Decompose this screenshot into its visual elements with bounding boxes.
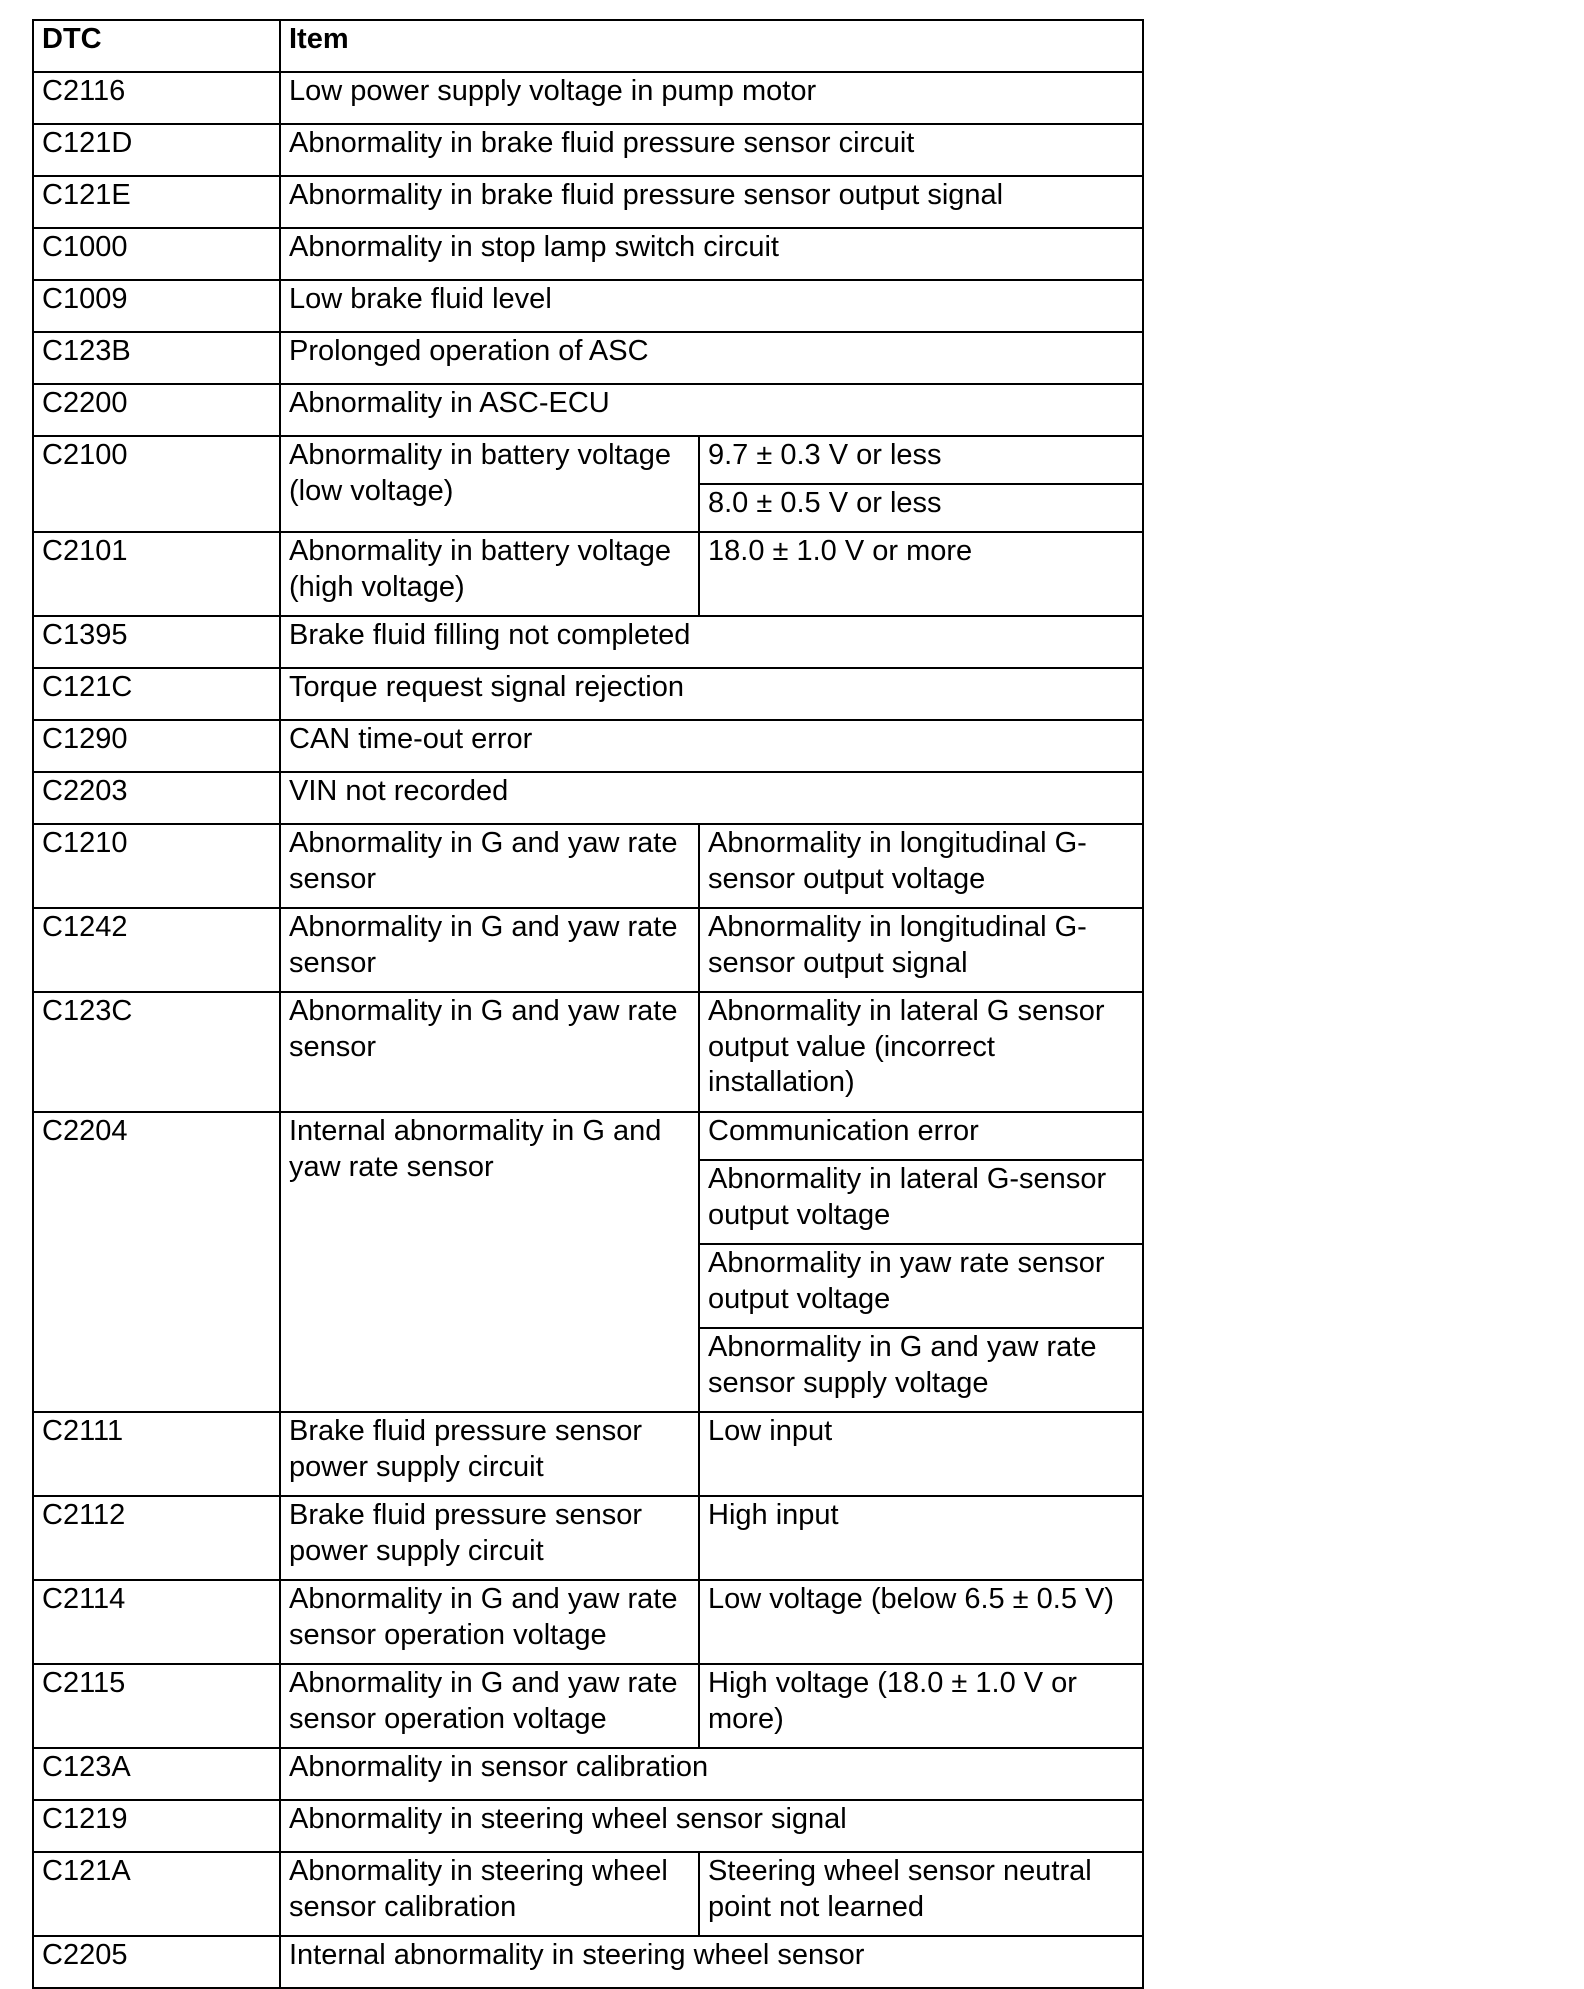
dtc-detail: 18.0 ± 1.0 V or more [699,532,1143,616]
dtc-detail: Communication error [699,1112,1143,1160]
dtc-code: C121C [33,668,280,720]
dtc-code: C2111 [33,1412,280,1496]
table-row [33,772,1143,824]
dtc-detail: Low voltage (below 6.5 ± 0.5 V) [699,1580,1143,1664]
dtc-item: Abnormality in ASC-ECU [280,384,1143,436]
dtc-item: Abnormality in G and yaw rate sensor [280,908,699,992]
dtc-item: Brake fluid pressure sensor power supply circuit [280,1496,699,1580]
table-row [33,908,1143,992]
dtc-code: C1009 [33,280,280,332]
dtc-detail: Low input [699,1412,1143,1496]
table-row [33,1412,1143,1496]
dtc-code: C2114 [33,1580,280,1664]
dtc-detail: Abnormality in lateral G-sensor output voltage [699,1160,1143,1244]
dtc-detail: High voltage (18.0 ± 1.0 V or more) [699,1664,1143,1748]
dtc-code: C123B [33,332,280,384]
table-row [33,384,1143,436]
dtc-detail: Abnormality in lateral G sensor output value (incorrect installation) [699,992,1143,1112]
table-row [33,436,1143,484]
table-row [33,1748,1143,1800]
header-item: Item [280,20,1143,72]
dtc-table [32,19,1144,1989]
table-row [33,332,1143,384]
dtc-item: Abnormality in steering wheel sensor calibration [280,1852,699,1936]
dtc-item: Abnormality in brake fluid pressure sensor circuit [280,124,1143,176]
table-row [33,1852,1143,1936]
dtc-item: CAN time-out error [280,720,1143,772]
dtc-item: Abnormality in brake fluid pressure sensor output signal [280,176,1143,228]
dtc-code: C1395 [33,616,280,668]
table-row [33,668,1143,720]
dtc-code: C2112 [33,1496,280,1580]
dtc-detail: 8.0 ± 0.5 V or less [699,484,1143,532]
dtc-item: Low brake fluid level [280,280,1143,332]
table-row [33,1580,1143,1664]
dtc-code: C123C [33,992,280,1112]
header-dtc: DTC [33,20,280,72]
dtc-item: Abnormality in sensor calibration [280,1748,1143,1800]
dtc-detail: Abnormality in G and yaw rate sensor supply voltage [699,1328,1143,1412]
table-row [33,176,1143,228]
table-row [33,280,1143,332]
dtc-code: C121A [33,1852,280,1936]
table-row [33,532,1143,616]
dtc-item: Brake fluid pressure sensor power supply circuit [280,1412,699,1496]
dtc-detail: Abnormality in yaw rate sensor output voltage [699,1244,1143,1328]
dtc-code: C1290 [33,720,280,772]
dtc-code: C121E [33,176,280,228]
dtc-detail: Abnormality in longitudinal G-sensor output voltage [699,824,1143,908]
dtc-code: C2101 [33,532,280,616]
dtc-item: Abnormality in G and yaw rate sensor [280,992,699,1112]
dtc-code: C1210 [33,824,280,908]
table-row [33,72,1143,124]
table-row [33,1496,1143,1580]
table-row [33,1664,1143,1748]
dtc-code: C2115 [33,1664,280,1748]
dtc-detail: Abnormality in longitudinal G-sensor output signal [699,908,1143,992]
table-row [33,1936,1143,1988]
dtc-code: C1219 [33,1800,280,1852]
table-row [33,228,1143,280]
table-row [33,824,1143,908]
table-row [33,1800,1143,1852]
dtc-code: C2203 [33,772,280,824]
dtc-code: C121D [33,124,280,176]
dtc-item: Internal abnormality in G and yaw rate sensor [280,1112,699,1412]
dtc-item: Low power supply voltage in pump motor [280,72,1143,124]
dtc-code: C1242 [33,908,280,992]
table-row [33,124,1143,176]
dtc-code: C2100 [33,436,280,532]
dtc-item: Abnormality in battery voltage (high voltage) [280,532,699,616]
table-row [33,1112,1143,1160]
dtc-detail: High input [699,1496,1143,1580]
table-row [33,992,1143,1112]
dtc-code: C2205 [33,1936,280,1988]
dtc-item: Internal abnormality in steering wheel sensor [280,1936,1143,1988]
dtc-code: C1000 [33,228,280,280]
dtc-item: Brake fluid filling not completed [280,616,1143,668]
dtc-item: Abnormality in battery voltage (low voltage) [280,436,699,532]
table-row [33,616,1143,668]
dtc-item: Prolonged operation of ASC [280,332,1143,384]
dtc-item: Abnormality in G and yaw rate sensor [280,824,699,908]
dtc-detail: Steering wheel sensor neutral point not learned [699,1852,1143,1936]
dtc-code: C2116 [33,72,280,124]
dtc-code: C2200 [33,384,280,436]
table-header-row [33,20,1143,72]
dtc-item: VIN not recorded [280,772,1143,824]
dtc-code: C123A [33,1748,280,1800]
table-row [33,720,1143,772]
dtc-item: Abnormality in G and yaw rate sensor operation voltage [280,1580,699,1664]
dtc-detail: 9.7 ± 0.3 V or less [699,436,1143,484]
dtc-item: Abnormality in steering wheel sensor signal [280,1800,1143,1852]
dtc-item: Torque request signal rejection [280,668,1143,720]
dtc-item: Abnormality in stop lamp switch circuit [280,228,1143,280]
dtc-code: C2204 [33,1112,280,1412]
dtc-item: Abnormality in G and yaw rate sensor operation voltage [280,1664,699,1748]
